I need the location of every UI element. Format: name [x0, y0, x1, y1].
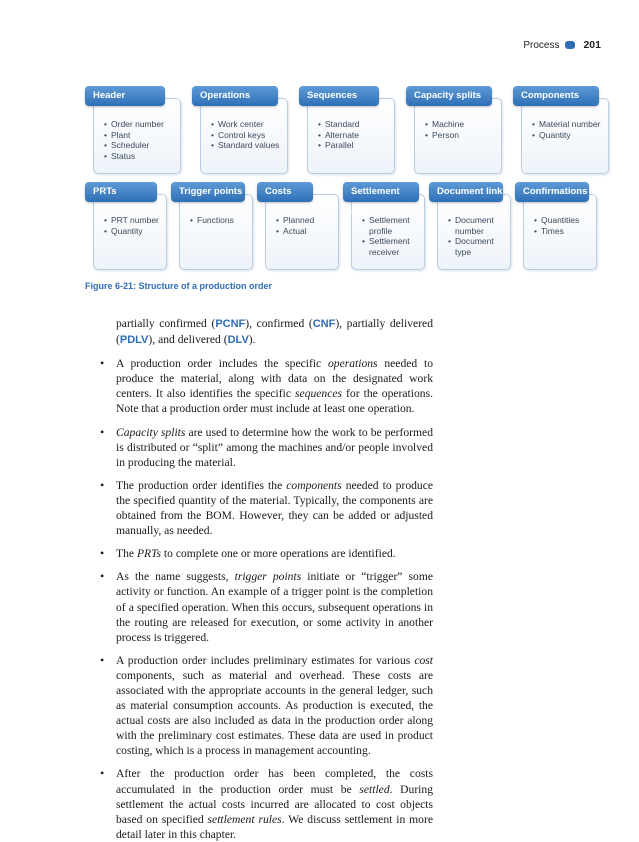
card-title: Settlement rule: [343, 182, 419, 202]
card-item-list: [190, 215, 248, 226]
card-item: • Person: [425, 130, 497, 141]
card-title: Sequences: [299, 86, 379, 106]
term-capacity-splits: Capacity splits: [116, 425, 186, 439]
card-item-list: [318, 119, 390, 151]
bullet-text: A production order includes the specific: [116, 357, 328, 371]
card-document-link: [429, 182, 511, 270]
card-body: [200, 98, 288, 174]
card-trigger-points: [171, 182, 253, 270]
bullet-text: . During settlement the actual costs incurred are allocated to cost objects based on specified: [116, 782, 433, 826]
card-body: [414, 98, 502, 174]
bullet-operations: [116, 356, 433, 416]
bullet-text: are used to determine how the work to be performed is distributed or “split” among the machines and/or people involved in producing the material.: [116, 425, 433, 469]
intro-text: partially confirmed (: [116, 317, 216, 330]
card-item: • Times: [534, 226, 592, 237]
term-prts: PRTs: [136, 547, 161, 561]
card-item: • Standard values: [211, 140, 283, 151]
card-item: • Control keys: [211, 130, 283, 141]
bullet-capacity-splits: [116, 425, 433, 470]
card-operations: [192, 86, 288, 174]
card-item: • Plant: [104, 130, 176, 141]
bullet-list: [116, 356, 433, 842]
card-item: • PRT number: [104, 215, 162, 226]
card-item-list: [276, 215, 334, 236]
card-item-list: [104, 215, 162, 236]
card-confirmations: [515, 182, 597, 270]
bullet-trigger-points: [116, 569, 433, 644]
card-item: • Settlement receiver: [362, 236, 420, 257]
bullet-text: As the name suggests,: [116, 570, 235, 584]
term-settlement-rules: settlement rules: [207, 812, 282, 826]
bullet-text: . We discuss settlement in more detail later in this chapter.: [116, 812, 433, 841]
section-marker-icon: [565, 41, 575, 49]
card-title: Components: [513, 86, 599, 106]
intro-paragraph: [116, 316, 433, 348]
term-components: components: [286, 478, 342, 492]
bullet-text: The production order identifies the: [116, 478, 287, 492]
bullet-text: needed to produce the material, along with data on the designated work centers. It also identifies the specific: [116, 357, 433, 401]
bullet-text: initiate or “trigger” some activity or function. An example of a trigger point is the completion of a specified operation. When this occurs, subsequent operations in the routing are released for execution, or some activity in another process is triggered.: [116, 570, 433, 644]
term-sequences: sequences: [295, 387, 343, 401]
card-components: [513, 86, 609, 174]
card-item: • Actual: [276, 226, 334, 237]
bullet-prts: [116, 546, 433, 561]
card-item: • Quantity: [104, 226, 162, 237]
card-title: Confirmations: [515, 182, 589, 202]
section-title: Process: [523, 39, 560, 51]
card-item: • Planned: [276, 215, 334, 226]
card-item: • Order number: [104, 119, 176, 130]
bullet-text: for the operations. Note that a production order must include at least one operation.: [116, 387, 433, 416]
bullet-costs: [116, 653, 433, 759]
card-item: • Functions: [190, 215, 248, 226]
card-item: • Document type: [448, 236, 506, 257]
card-body: [93, 98, 181, 174]
card-capacity-splits: [406, 86, 502, 174]
card-title: Document link: [429, 182, 503, 202]
card-item: • Standard: [318, 119, 390, 130]
card-item: • Parallel: [318, 140, 390, 151]
card-item: • Machine: [425, 119, 497, 130]
card-body: [179, 194, 253, 270]
running-head: [523, 38, 601, 52]
card-body: [93, 194, 167, 270]
term-trigger-points: trigger points: [234, 570, 302, 584]
bullet-text: The: [116, 547, 137, 561]
page-number: 201: [583, 39, 601, 51]
card-item-list: [104, 119, 176, 161]
card-title: Capacity splits: [406, 86, 492, 106]
status-code-dlv: DLV: [227, 334, 249, 347]
card-sequences: [299, 86, 395, 174]
body-text: [116, 316, 433, 842]
card-costs: [257, 182, 339, 270]
card-item-list: [211, 119, 283, 151]
card-item-list: [532, 119, 604, 140]
card-item: • Settlement profile: [362, 215, 420, 236]
figure-caption: Figure 6-21: Structure of a production order: [85, 281, 273, 291]
card-item-list: [362, 215, 420, 257]
card-body: [437, 194, 511, 270]
card-item: • Quantities: [534, 215, 592, 226]
card-body: [521, 98, 609, 174]
card-settlement-rule: [343, 182, 425, 270]
card-prts: [85, 182, 167, 270]
bullet-text: components, such as material and overhead. These costs are associated with the appropriate accounts in the general ledger, such as material consumption accounts. As production is executed, the actual costs are also included as data in the production order along with the preliminary cost estimates. These data are used in product costing, which is a process in management accounting.: [116, 668, 433, 758]
card-title: Header: [85, 86, 165, 106]
term-cost: cost: [414, 653, 433, 667]
status-code-pcnf: PCNF: [215, 318, 246, 330]
term-operations: operations: [327, 357, 378, 371]
card-body: [523, 194, 597, 270]
card-item: • Quantity: [532, 130, 604, 141]
card-body: [307, 98, 395, 174]
intro-text: ), and delivered (: [148, 333, 228, 347]
card-header: [85, 86, 181, 174]
card-title: Costs: [257, 182, 313, 202]
card-item: • Work center: [211, 119, 283, 130]
card-body: [265, 194, 339, 270]
bullet-text: After the production order has been completed, the costs accumulated in the production order must be: [116, 767, 433, 796]
intro-text: ).: [248, 333, 256, 347]
bullet-settlement: [116, 766, 433, 841]
card-item-list: [448, 215, 506, 257]
card-item: • Scheduler: [104, 140, 176, 151]
card-title: PRTs: [85, 182, 157, 202]
intro-text: ), partially delivered (: [116, 317, 434, 347]
card-item: • Document number: [448, 215, 506, 236]
bullet-text: A production order includes preliminary estimates for various: [116, 653, 415, 667]
diagram-row-2: [85, 182, 605, 282]
intro-text: ), confirmed (: [245, 317, 313, 330]
card-item-list: [425, 119, 497, 140]
card-item: • Alternate: [318, 130, 390, 141]
bullet-text: to complete one or more operations are identified.: [161, 547, 396, 561]
card-title: Operations: [192, 86, 278, 106]
bullet-text: needed to produce the specified quantity of the material. Typically, the components are obtained from the BOM. However, they can be added or adjusted manually, as needed.: [116, 478, 434, 538]
term-settled: settled: [359, 782, 390, 796]
card-title: Trigger points: [171, 182, 245, 202]
bullet-components: [116, 478, 433, 538]
status-code-cnf: CNF: [312, 318, 336, 330]
status-code-pdlv: PDLV: [119, 334, 149, 347]
card-item: • Material number: [532, 119, 604, 130]
diagram-row-1: [85, 86, 605, 186]
card-item: • Status: [104, 151, 176, 162]
card-item-list: [534, 215, 592, 236]
